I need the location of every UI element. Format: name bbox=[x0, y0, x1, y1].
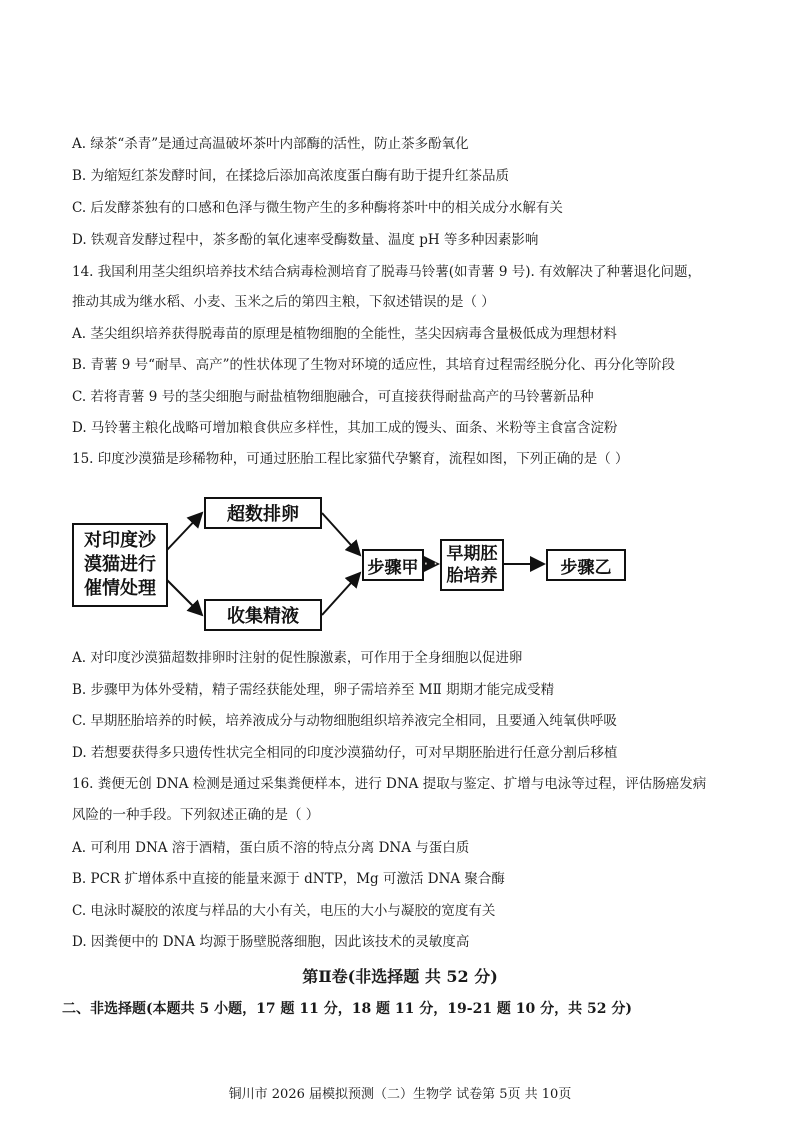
q15-option-a: A. 对印度沙漠猫超数排卵时注射的促性腺激素，可作用于全身细胞以促进卵 bbox=[72, 650, 523, 666]
flow-box-estrus-treatment bbox=[72, 523, 168, 607]
section-2-title: 第Ⅱ卷(非选择题 共 52 分) bbox=[302, 967, 498, 986]
flow-box-estrus-line2: 漠猫进行 bbox=[84, 554, 156, 575]
q15-option-c: C. 早期胚胎培养的时候，培养液成分与动物细胞组织培养液完全相同，且要通入纯氧供呼吸 bbox=[72, 713, 617, 729]
section-2-instructions: 二、非选择题(本题共 5 小题，17 题 11 分，18 题 11 分，19-21 题 10 分，共 52 分) bbox=[62, 1001, 633, 1017]
q13-option-b: B. 为缩短红茶发酵时间，在揉捻后添加高浓度蛋白酶有助于提升红茶品质 bbox=[72, 168, 510, 184]
q14-option-c: C. 若将青薯 9 号的茎尖细胞与耐盐植物细胞融合，可直接获得耐盐高产的马铃薯新品种 bbox=[72, 389, 594, 405]
flow-box-superovulation: 超数排卵 bbox=[204, 497, 322, 529]
embryo-flowchart bbox=[70, 495, 630, 635]
q15-option-b: B. 步骤甲为体外受精，精子需经获能处理，卵子需培养至 MⅡ 期期才能完成受精 bbox=[72, 682, 555, 698]
q13-option-d: D. 铁观音发酵过程中，茶多酚的氧化速率受酶数量、温度 pH 等多种因素影响 bbox=[72, 232, 539, 248]
arrow-semen-to-step-a bbox=[322, 573, 360, 615]
flow-box-estrus-line1: 对印度沙 bbox=[84, 530, 156, 551]
q13-option-a: A. 绿茶“杀青”是通过高温破坏茶叶内部酶的活性，防止茶多酚氧化 bbox=[72, 136, 469, 152]
q14-option-b: B. 青薯 9 号“耐旱、高产”的性状体现了生物对环境的适应性，其培育过程需经脱分化、再分化等阶段 bbox=[72, 357, 675, 373]
flow-box-step-b: 步骤乙 bbox=[546, 549, 626, 581]
q16-stem-line1: 16. 粪便无创 DNA 检测是通过采集粪便样本，进行 DNA 提取与鉴定、扩增与电泳等过程，评估肠癌发病 bbox=[72, 776, 707, 792]
q16-option-d: D. 因粪便中的 DNA 均源于肠壁脱落细胞，因此该技术的灵敏度高 bbox=[72, 934, 470, 950]
q14-stem-line1: 14. 我国利用茎尖组织培养技术结合病毒检测培育了脱毒马铃薯(如青薯 9 号). 有效解决了种薯退化问题， bbox=[72, 264, 702, 280]
q15-option-d: D. 若想要获得多只遗传性状完全相同的印度沙漠猫幼仔，可对早期胚胎进行任意分割后移植 bbox=[72, 745, 618, 761]
q14-option-a: A. 茎尖组织培养获得脱毒苗的原理是植物细胞的全能性，茎尖因病毒含量极低成为理想材料 bbox=[72, 326, 617, 342]
q15-stem: 15. 印度沙漠猫是珍稀物种，可通过胚胎工程比家猫代孕繁育，流程如图，下列正确的是（ ） bbox=[72, 451, 629, 467]
q16-option-c: C. 电泳时凝胶的浓度与样品的大小有关，电压的大小与凝胶的宽度有关 bbox=[72, 903, 496, 919]
arrow-to-superovulation bbox=[167, 513, 202, 550]
page-footer: 铜川市 2026 届模拟预测（二）生物学 试卷第 5页 共 10页 bbox=[228, 1087, 572, 1102]
arrow-egg-to-step-a bbox=[322, 513, 360, 555]
q14-option-d: D. 马铃薯主粮化战略可增加粮食供应多样性，其加工成的馒头、面条、米粉等主食富含淀粉 bbox=[72, 420, 618, 436]
flow-box-collect-semen: 收集精液 bbox=[204, 599, 322, 631]
q16-option-a: A. 可利用 DNA 溶于酒精，蛋白质不溶的特点分离 DNA 与蛋白质 bbox=[72, 840, 470, 856]
faint-watermark: · · · bbox=[414, 555, 438, 573]
arrow-to-semen bbox=[167, 580, 202, 615]
q13-option-c: C. 后发酵茶独有的口感和色泽与微生物产生的多种酶将茶叶中的相关成分水解有关 bbox=[72, 200, 563, 216]
flow-box-early-embryo-culture: 早期胚 胎培养 bbox=[440, 539, 504, 591]
q14-stem-line2: 推动其成为继水稻、小麦、玉米之后的第四主粮，下叙述错误的是（ ） bbox=[72, 294, 495, 310]
flow-box-estrus-line3: 催情处理 bbox=[84, 578, 156, 599]
q16-option-b: B. PCR 扩增体系中直接的能量来源于 dNTP，Mg 可激活 DNA 聚合酶 bbox=[72, 871, 505, 887]
flow-box-step-a: 步骤甲 bbox=[362, 549, 424, 581]
q16-stem-line2: 风险的一种手段。下列叙述正确的是（ ） bbox=[72, 807, 320, 823]
